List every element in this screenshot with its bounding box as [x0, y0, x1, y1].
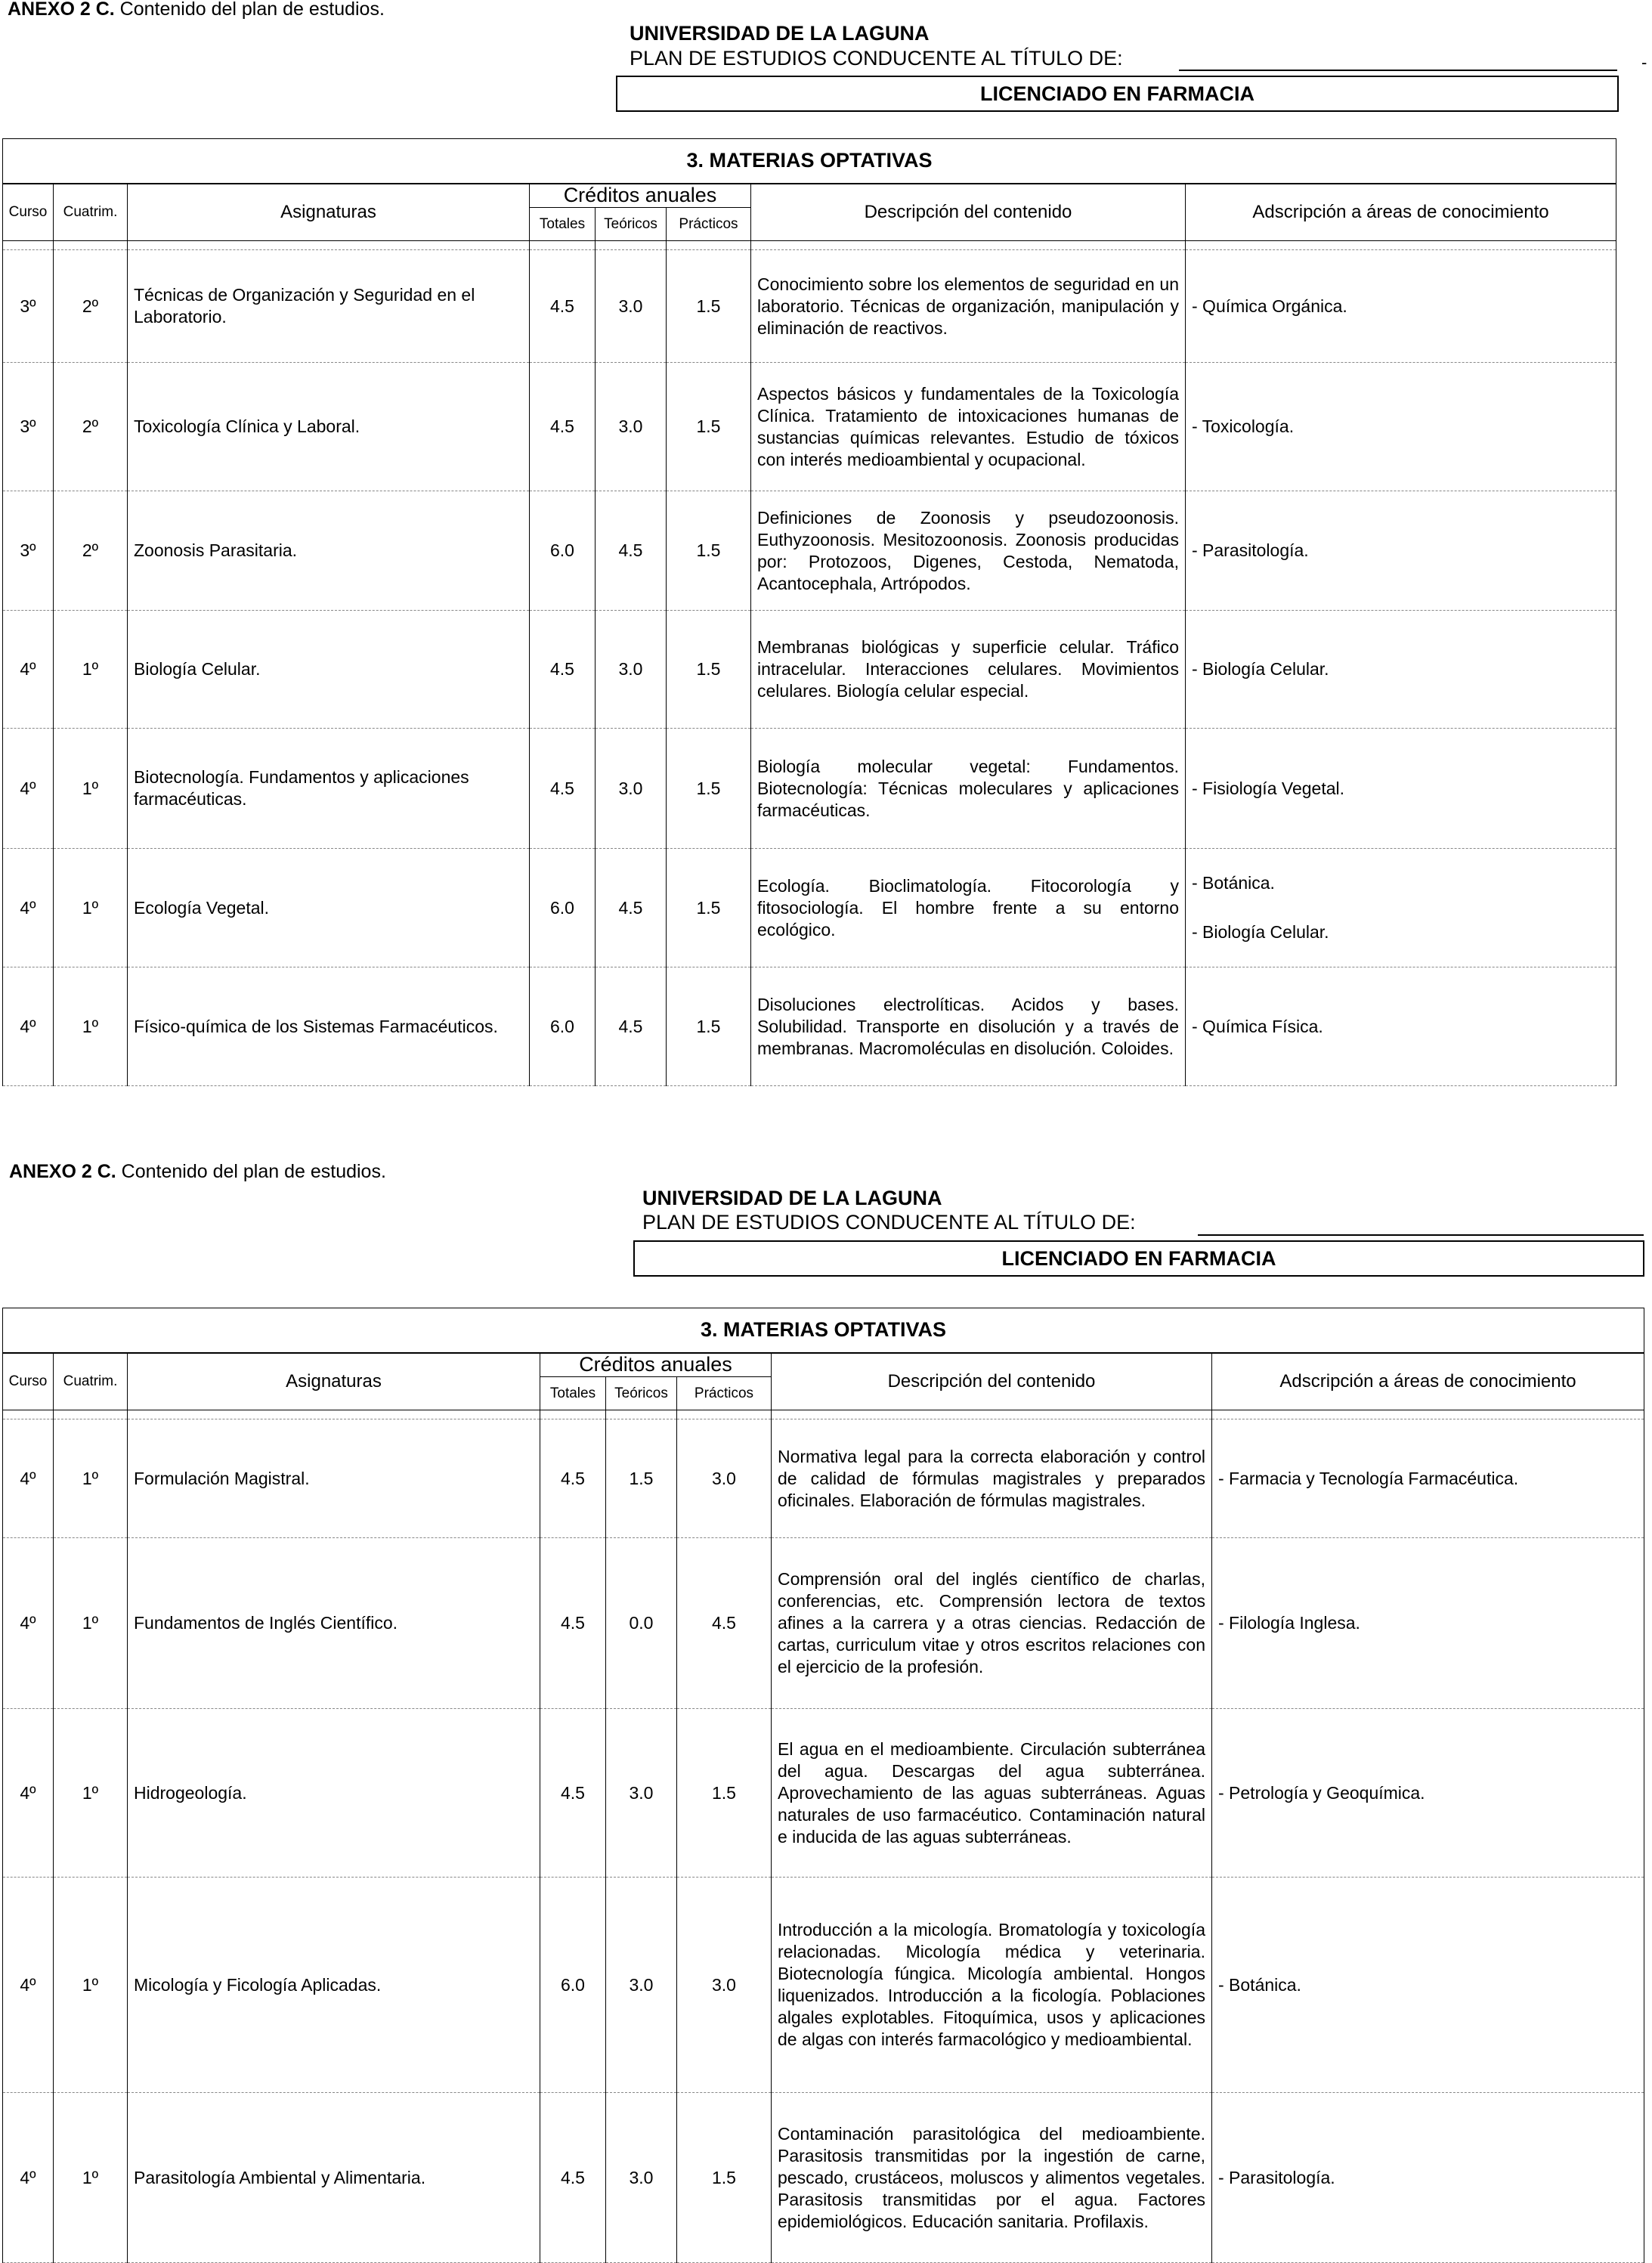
totales-cell: 4.5: [530, 363, 596, 491]
area-item: - Botánica.: [1192, 873, 1275, 893]
practicos-cell: 1.5: [667, 849, 751, 967]
curso-cell: 4º: [3, 1419, 54, 1538]
asignatura-cell: Biología Celular.: [128, 611, 530, 729]
optativas-table: [2, 138, 1616, 1086]
university-name: UNIVERSIDAD DE LA LAGUNA: [642, 1187, 942, 1209]
descripcion-cell: Introducción a la micología. Bromatología y toxicología relacionadas. Micología médica y veterinaria. Biotecnología fúngica. Micología ambiental. Hongos liquenizados. Introducción a la ficología. Poblaciones algales explotables. Fitoquímica, usos y aplicaciones de algas con interés farmacológico y medioambiental.: [772, 1878, 1212, 2093]
totales-cell: 4.5: [530, 611, 596, 729]
table-row: [3, 1419, 1644, 1538]
table-row: [3, 2093, 1644, 2263]
anexo-heading: [8, 0, 385, 20]
totales-cell: 6.0: [530, 491, 596, 611]
curso-cell: 4º: [3, 849, 54, 967]
table-row: [3, 491, 1616, 611]
practicos-cell: 3.0: [677, 1419, 772, 1538]
plan-underline: [1179, 70, 1617, 71]
curso-cell: 4º: [3, 967, 54, 1086]
table-row: [3, 967, 1616, 1086]
asignatura-cell: Técnicas de Organización y Seguridad en el Laboratorio.: [128, 250, 530, 363]
curso-cell: 3º: [3, 363, 54, 491]
header-row: [3, 184, 1616, 208]
area-item: - Farmacia y Tecnología Farmacéutica.: [1218, 1468, 1519, 1488]
curso-cell: 4º: [3, 1709, 54, 1878]
areas-cell: [1212, 1538, 1644, 1709]
area-item: - Biología Celular.: [1192, 659, 1329, 679]
header-asignaturas: Asignaturas: [128, 1353, 540, 1410]
practicos-cell: 1.5: [667, 611, 751, 729]
header-adscripcion: Adscripción a áreas de conocimiento: [1186, 184, 1616, 241]
totales-cell: 4.5: [530, 729, 596, 849]
teoricos-cell: 4.5: [596, 491, 667, 611]
totales-cell: 4.5: [540, 1538, 606, 1709]
header-asignaturas: Asignaturas: [128, 184, 530, 241]
practicos-cell: 1.5: [667, 729, 751, 849]
header-row: [3, 1353, 1644, 1377]
area-item: - Parasitología.: [1218, 2167, 1335, 2187]
cuatrim-cell: 1º: [54, 2093, 128, 2263]
table-row: [3, 729, 1616, 849]
anexo-label: ANEXO 2 C.: [9, 1161, 116, 1182]
asignatura-cell: Zoonosis Parasitaria.: [128, 491, 530, 611]
header-descripcion: Descripción del contenido: [751, 184, 1186, 241]
cuatrim-cell: 1º: [54, 729, 128, 849]
section-page-1: [0, 0, 1652, 1119]
cuatrim-cell: 2º: [54, 363, 128, 491]
header-creditos: Créditos anuales: [530, 184, 751, 208]
cuatrim-cell: 1º: [54, 1419, 128, 1538]
teoricos-cell: 3.0: [596, 611, 667, 729]
curso-cell: 4º: [3, 729, 54, 849]
cuatrim-cell: 2º: [54, 491, 128, 611]
curso-cell: 3º: [3, 250, 54, 363]
table-row: [3, 250, 1616, 363]
section-title: 3. MATERIAS OPTATIVAS: [3, 139, 1616, 184]
header-practicos: Prácticos: [677, 1377, 772, 1410]
teoricos-cell: 4.5: [596, 967, 667, 1086]
areas-cell: [1186, 491, 1616, 611]
teoricos-cell: 4.5: [596, 849, 667, 967]
descripcion-cell: Comprensión oral del inglés científico de charlas, conferencias, etc. Comprensión lectora de textos afines a la carrera y a otras ciencias. Redacción de cartas, curriculum vitae y otros escritos relaciones con el ejercicio de la profesión.: [772, 1538, 1212, 1709]
asignatura-cell: Fundamentos de Inglés Científico.: [128, 1538, 540, 1709]
header-practicos: Prácticos: [667, 208, 751, 241]
header-adscripcion: Adscripción a áreas de conocimiento: [1212, 1353, 1644, 1410]
cuatrim-cell: 1º: [54, 1538, 128, 1709]
degree-label: LICENCIADO EN FARMACIA: [980, 82, 1254, 105]
cuatrim-cell: 1º: [54, 1709, 128, 1878]
teoricos-cell: 1.5: [606, 1419, 677, 1538]
descripcion-cell: Conocimiento sobre los elementos de seguridad en un laboratorio. Técnicas de organización, manipulación y eliminación de reactivos.: [751, 250, 1186, 363]
curso-cell: 4º: [3, 1538, 54, 1709]
header-descripcion: Descripción del contenido: [772, 1353, 1212, 1410]
practicos-cell: 1.5: [677, 1709, 772, 1878]
cuatrim-cell: 1º: [54, 967, 128, 1086]
descripcion-cell: El agua en el medioambiente. Circulación subterránea del agua. Descargas del agua subterránea. Aprovechamiento de las aguas subterráneas. Aguas naturales de uso farmacéutico. Contaminación natural e inducida de las aguas subterráneas.: [772, 1709, 1212, 1878]
area-item: - Toxicología.: [1192, 416, 1295, 436]
table-title-row: [3, 1308, 1644, 1353]
asignatura-cell: Hidrogeología.: [128, 1709, 540, 1878]
totales-cell: 6.0: [530, 849, 596, 967]
header-totales: Totales: [530, 208, 596, 241]
table-row: [3, 1878, 1644, 2093]
descripcion-cell: Aspectos básicos y fundamentales de la Toxicología Clínica. Tratamiento de intoxicaciones humanas de sustancias químicas relevantes. Estudio de tóxicos con interés medioambiental y ocupacional.: [751, 363, 1186, 491]
practicos-cell: 1.5: [667, 967, 751, 1086]
header-curso: Curso: [3, 184, 54, 241]
asignatura-cell: Micología y Ficología Aplicadas.: [128, 1878, 540, 2093]
plan-underline: [1198, 1234, 1644, 1236]
teoricos-cell: 3.0: [596, 250, 667, 363]
asignatura-cell: Formulación Magistral.: [128, 1419, 540, 1538]
areas-cell: [1212, 1709, 1644, 1878]
descripcion-cell: Ecología. Bioclimatología. Fitocorología y fitosociología. El hombre frente a su entorno ecológico.: [751, 849, 1186, 967]
margin-mark: -: [1641, 53, 1647, 72]
curso-cell: 4º: [3, 1878, 54, 2093]
header-totales: Totales: [540, 1377, 606, 1410]
asignatura-cell: Físico-química de los Sistemas Farmacéuticos.: [128, 967, 530, 1086]
practicos-cell: 1.5: [677, 2093, 772, 2263]
areas-cell: [1212, 2093, 1644, 2263]
section-title: 3. MATERIAS OPTATIVAS: [3, 1308, 1644, 1353]
areas-cell: [1186, 250, 1616, 363]
table-row: [3, 849, 1616, 967]
table-row: [3, 363, 1616, 491]
practicos-cell: 1.5: [667, 363, 751, 491]
curso-cell: 4º: [3, 2093, 54, 2263]
totales-cell: 6.0: [530, 967, 596, 1086]
area-item: - Química Orgánica.: [1192, 296, 1347, 316]
totales-cell: 4.5: [540, 1709, 606, 1878]
table-row: [3, 1538, 1644, 1709]
areas-cell: [1212, 1878, 1644, 2093]
totales-cell: 6.0: [540, 1878, 606, 2093]
section-page-2: [0, 1156, 1652, 2255]
teoricos-cell: 3.0: [606, 1709, 677, 1878]
teoricos-cell: 3.0: [596, 363, 667, 491]
header-cuatrim: Cuatrim.: [54, 184, 128, 241]
areas-cell: [1186, 967, 1616, 1086]
table-row: [3, 1709, 1644, 1878]
area-item: - Fisiología Vegetal.: [1192, 778, 1345, 798]
table-row: [3, 611, 1616, 729]
areas-cell: [1186, 849, 1616, 967]
teoricos-cell: 3.0: [606, 2093, 677, 2263]
header-creditos: Créditos anuales: [540, 1353, 772, 1377]
area-item: - Botánica.: [1218, 1974, 1301, 1995]
cuatrim-cell: 2º: [54, 250, 128, 363]
anexo-label: ANEXO 2 C.: [8, 0, 115, 20]
anexo-text: Contenido del plan de estudios.: [114, 0, 385, 20]
descripcion-cell: Membranas biológicas y superficie celular. Tráfico intracelular. Interacciones celulares. Movimientos celulares. Biología celular especial.: [751, 611, 1186, 729]
practicos-cell: 1.5: [667, 250, 751, 363]
curso-cell: 4º: [3, 611, 54, 729]
areas-cell: [1186, 363, 1616, 491]
asignatura-cell: Parasitología Ambiental y Alimentaria.: [128, 2093, 540, 2263]
plan-label: PLAN DE ESTUDIOS CONDUCENTE AL TÍTULO DE:: [642, 1211, 1136, 1234]
practicos-cell: 3.0: [677, 1878, 772, 2093]
area-item: - Parasitología.: [1192, 540, 1309, 560]
degree-label: LICENCIADO EN FARMACIA: [1001, 1247, 1276, 1270]
areas-cell: [1186, 611, 1616, 729]
anexo-text: Contenido del plan de estudios.: [116, 1161, 386, 1182]
descripcion-cell: Contaminación parasitológica del medioambiente. Parasitosis transmitidas por la ingestión de carne, pescado, crustáceos, moluscos y alimentos vegetales. Parasitosis transmitidas por el agua. Factores epidemiológicos. Educación sanitaria. Profilaxis.: [772, 2093, 1212, 2263]
area-item: - Filología Inglesa.: [1218, 1613, 1360, 1633]
teoricos-cell: 3.0: [606, 1878, 677, 2093]
university-name: UNIVERSIDAD DE LA LAGUNA: [630, 22, 930, 45]
descripcion-cell: Normativa legal para la correcta elaboración y control de calidad de fórmulas magistrales y preparados oficinales. Elaboración de fórmulas magistrales.: [772, 1419, 1212, 1538]
header-teoricos: Teóricos: [596, 208, 667, 241]
cuatrim-cell: 1º: [54, 1878, 128, 2093]
asignatura-cell: Toxicología Clínica y Laboral.: [128, 363, 530, 491]
header-cuatrim: Cuatrim.: [54, 1353, 128, 1410]
area-item: - Petrología y Geoquímica.: [1218, 1782, 1425, 1803]
table-title-row: [3, 139, 1616, 184]
areas-cell: [1186, 729, 1616, 849]
degree-title: [616, 76, 1619, 112]
header-teoricos: Teóricos: [606, 1377, 677, 1410]
teoricos-cell: 3.0: [596, 729, 667, 849]
descripcion-cell: Definiciones de Zoonosis y pseudozoonosis. Euthyzoonosis. Mesitozoonosis. Zoonosis producidas por: Protozoos, Digenes, Cestoda, Nematoda, Acantocephala, Artrópodos.: [751, 491, 1186, 611]
header-curso: Curso: [3, 1353, 54, 1410]
optativas-table: [2, 1308, 1644, 2263]
cuatrim-cell: 1º: [54, 611, 128, 729]
practicos-cell: 1.5: [667, 491, 751, 611]
degree-title: [633, 1240, 1644, 1277]
curso-cell: 3º: [3, 491, 54, 611]
cuatrim-cell: 1º: [54, 849, 128, 967]
plan-label: PLAN DE ESTUDIOS CONDUCENTE AL TÍTULO DE:: [630, 47, 1123, 70]
totales-cell: 4.5: [540, 2093, 606, 2263]
totales-cell: 4.5: [530, 250, 596, 363]
area-item: - Biología Celular.: [1192, 922, 1329, 942]
descripcion-cell: Disoluciones electrolíticas. Acidos y bases. Solubilidad. Transporte en disolución y a través de membranas. Macromoléculas en disolución. Coloides.: [751, 967, 1186, 1086]
teoricos-cell: 0.0: [606, 1538, 677, 1709]
totales-cell: 4.5: [540, 1419, 606, 1538]
anexo-heading: [9, 1161, 386, 1183]
areas-cell: [1212, 1419, 1644, 1538]
descripcion-cell: Biología molecular vegetal: Fundamentos. Biotecnología: Técnicas moleculares y aplicaciones farmacéuticas.: [751, 729, 1186, 849]
area-item: - Química Física.: [1192, 1016, 1323, 1036]
practicos-cell: 4.5: [677, 1538, 772, 1709]
asignatura-cell: Ecología Vegetal.: [128, 849, 530, 967]
asignatura-cell: Biotecnología. Fundamentos y aplicaciones farmacéuticas.: [128, 729, 530, 849]
